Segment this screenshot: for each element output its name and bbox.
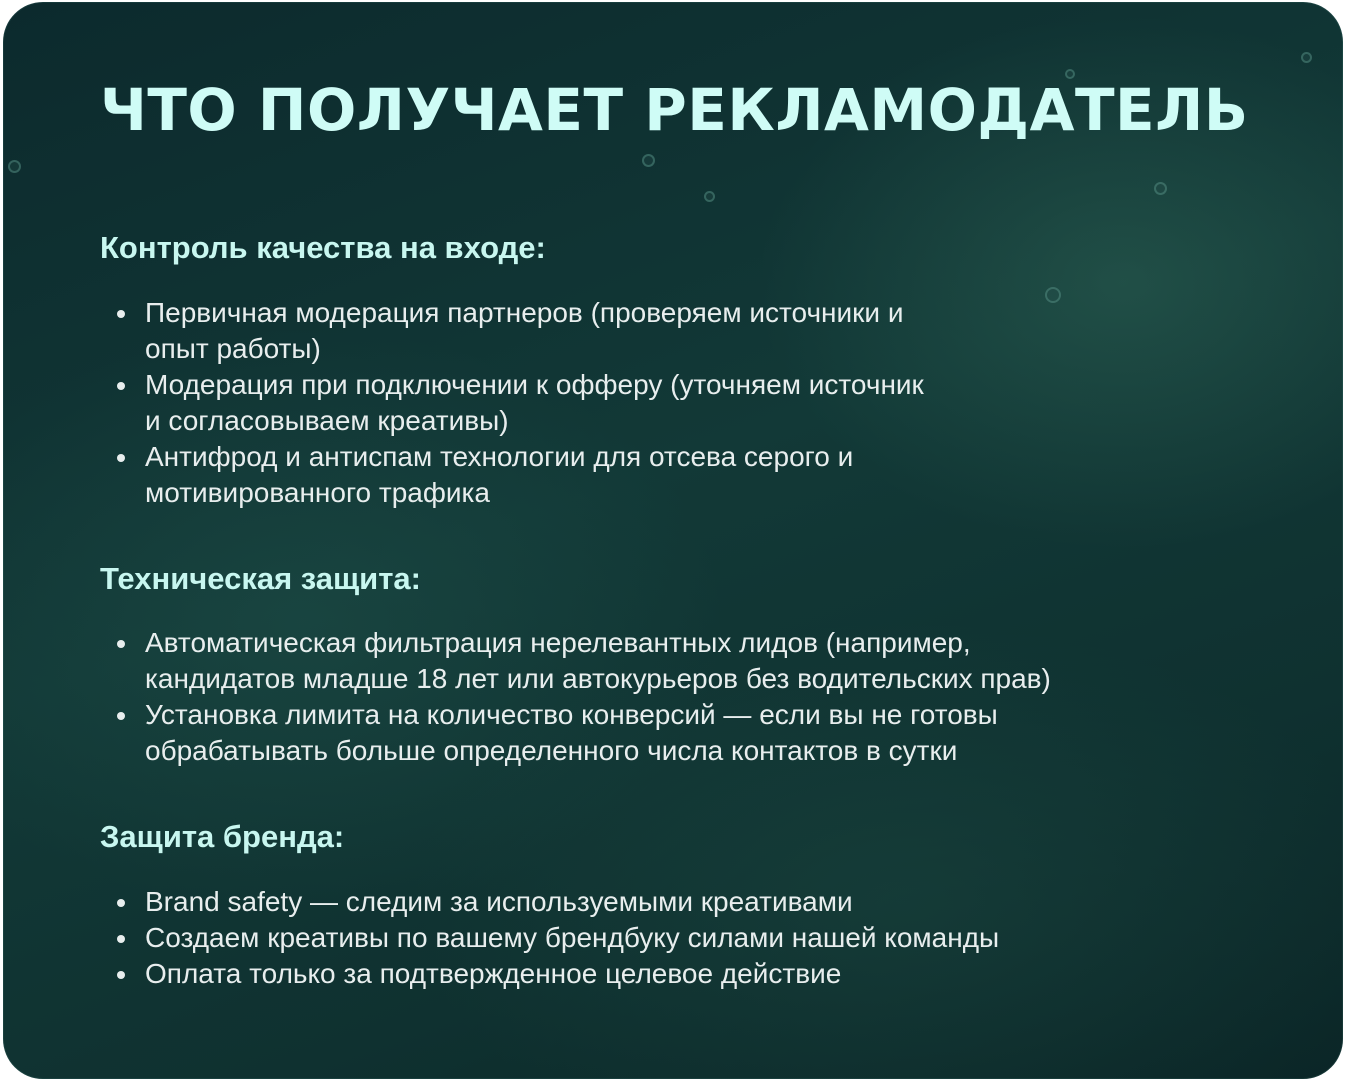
list-item (115, 439, 924, 511)
list-item (115, 697, 1051, 769)
list-item-text: Модерация при подключении к офферу (уточняем источник и согласовываем креативы) (145, 369, 924, 436)
section-heading-quality-control: Контроль качества на входе: (100, 230, 546, 265)
list-item-text: Установка лимита на количество конверсий — если вы не готовы обрабатывать больше определенного числа контактов в сутки (145, 699, 998, 766)
section-heading-technical-protection: Техническая защита: (100, 561, 421, 596)
bullet-icon (117, 640, 125, 648)
list-item-text: Оплата только за подтвержденное целевое действие (145, 958, 842, 989)
bullet-list-technical-protection (115, 625, 1051, 769)
bullet-list-brand-protection (115, 884, 999, 992)
bullet-icon (117, 712, 125, 720)
list-item-text: Brand safety — следим за используемыми креативами (145, 886, 853, 917)
decorative-bubble (1301, 52, 1312, 63)
decorative-bubble (8, 160, 21, 173)
list-item-text: Автоматическая фильтрация нерелевантных лидов (например, кандидатов младше 18 лет или автокурьеров без водительских прав) (145, 627, 1051, 694)
decorative-bubble (642, 154, 655, 167)
bullet-icon (117, 382, 125, 390)
page-title: ЧТО ПОЛУЧАЕТ РЕКЛАМОДАТЕЛЬ (100, 76, 1249, 144)
bullet-icon (117, 935, 125, 943)
list-item-text: Антифрод и антиспам технологии для отсева серого и мотивированного трафика (145, 441, 854, 508)
list-item-text: Создаем креативы по вашему брендбуку силами нашей команды (145, 922, 1000, 953)
bullet-icon (117, 971, 125, 979)
list-item (115, 884, 999, 920)
list-item-text: Первичная модерация партнеров (проверяем источники и опыт работы) (145, 297, 904, 364)
bullet-list-quality-control (115, 295, 924, 511)
list-item (115, 625, 1051, 697)
section-heading-brand-protection: Защита бренда: (100, 819, 345, 854)
list-item (115, 295, 924, 367)
content-card (3, 2, 1343, 1079)
decorative-bubble (704, 191, 715, 202)
bullet-icon (117, 899, 125, 907)
list-item (115, 956, 999, 992)
bullet-icon (117, 454, 125, 462)
decorative-bubble (1045, 287, 1061, 303)
list-item (115, 367, 924, 439)
decorative-bubble (1154, 182, 1167, 195)
list-item (115, 920, 999, 956)
bullet-icon (117, 310, 125, 318)
